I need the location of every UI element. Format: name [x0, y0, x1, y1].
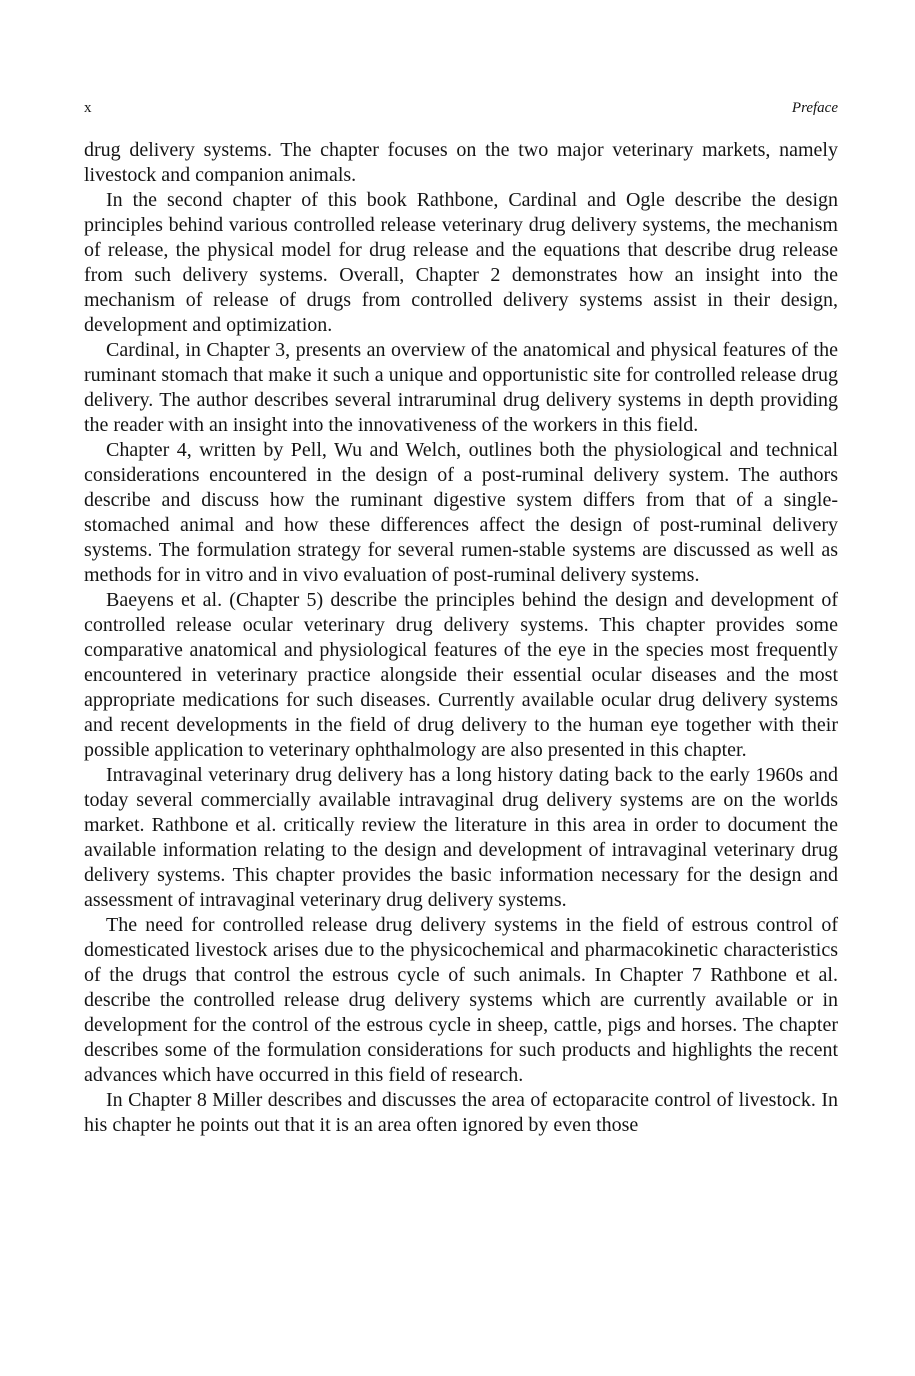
paragraph-chapter-6: Intravaginal veterinary drug delivery has a long history dating back to the early 1960s and today several commercially available intravaginal drug delivery systems are on the worlds market. Rathbone et al. critically review the literature in this area in order to document the available information relating to the design and development of intravaginal veterinary drug delivery systems. This chapter provides the basic information necessary for the design and assessment of intravaginal veterinary drug delivery systems.: [84, 764, 838, 911]
book-page: [84, 100, 838, 1138]
paragraph-continuation: drug delivery systems. The chapter focuses on the two major veterinary markets, namely livestock and companion animals.: [84, 139, 838, 186]
page-number: x: [84, 100, 92, 116]
paragraph-chapter-8: In Chapter 8 Miller describes and discusses the area of ectoparacite control of livestock. In his chapter he points out that it is an area often ignored by even those: [84, 1089, 838, 1136]
paragraph-chapter-4: Chapter 4, written by Pell, Wu and Welch, outlines both the physiological and technical considerations encountered in the design of a post-ruminal delivery system. The authors describe and discuss how the ruminant digestive system differs from that of a single-stomached animal and how these differences affect the design of post-ruminal delivery systems. The formulation strategy for several rumen-stable systems are discussed as well as methods for in vitro and in vivo evaluation of post-ruminal delivery systems.: [84, 439, 838, 586]
running-head: [84, 100, 838, 126]
paragraph-chapter-7: The need for controlled release drug delivery systems in the field of estrous control of domesticated livestock arises due to the physicochemical and pharmacokinetic characteristics of the drugs that control the estrous cycle of such animals. In Chapter 7 Rathbone et al. describe the controlled release drug delivery systems which are currently available or in development for the control of the estrous cycle in sheep, cattle, pigs and horses. The chapter describes some of the formulation considerations for such products and highlights the recent advances which have occurred in this field of research.: [84, 914, 838, 1086]
body-text: [84, 138, 838, 1138]
running-title: Preface: [791, 100, 838, 116]
paragraph-chapter-2: In the second chapter of this book Rathbone, Cardinal and Ogle describe the design principles behind various controlled release veterinary drug delivery systems, the mechanism of release, the physical model for drug release and the equations that describe drug release from such delivery systems. Overall, Chapter 2 demonstrates how an insight into the mechanism of release of drugs from controlled delivery systems assist in their design, development and optimization.: [84, 189, 838, 336]
paragraph-chapter-3: Cardinal, in Chapter 3, presents an overview of the anatomical and physical features of the ruminant stomach that make it such a unique and opportunistic site for controlled release drug delivery. The author describes several intraruminal drug delivery systems in depth providing the reader with an insight into the innovativeness of the workers in this field.: [84, 339, 838, 436]
paragraph-chapter-5: Baeyens et al. (Chapter 5) describe the principles behind the design and development of controlled release ocular veterinary drug delivery systems. This chapter provides some comparative anatomical and physiological features of the eye in the species most frequently encountered in veterinary practice alongside their essential ocular diseases and the most appropriate medications for such diseases. Currently available ocular drug delivery systems and recent developments in the field of drug delivery to the human eye together with their possible application to veterinary ophthalmology are also presented in this chapter.: [84, 589, 838, 761]
